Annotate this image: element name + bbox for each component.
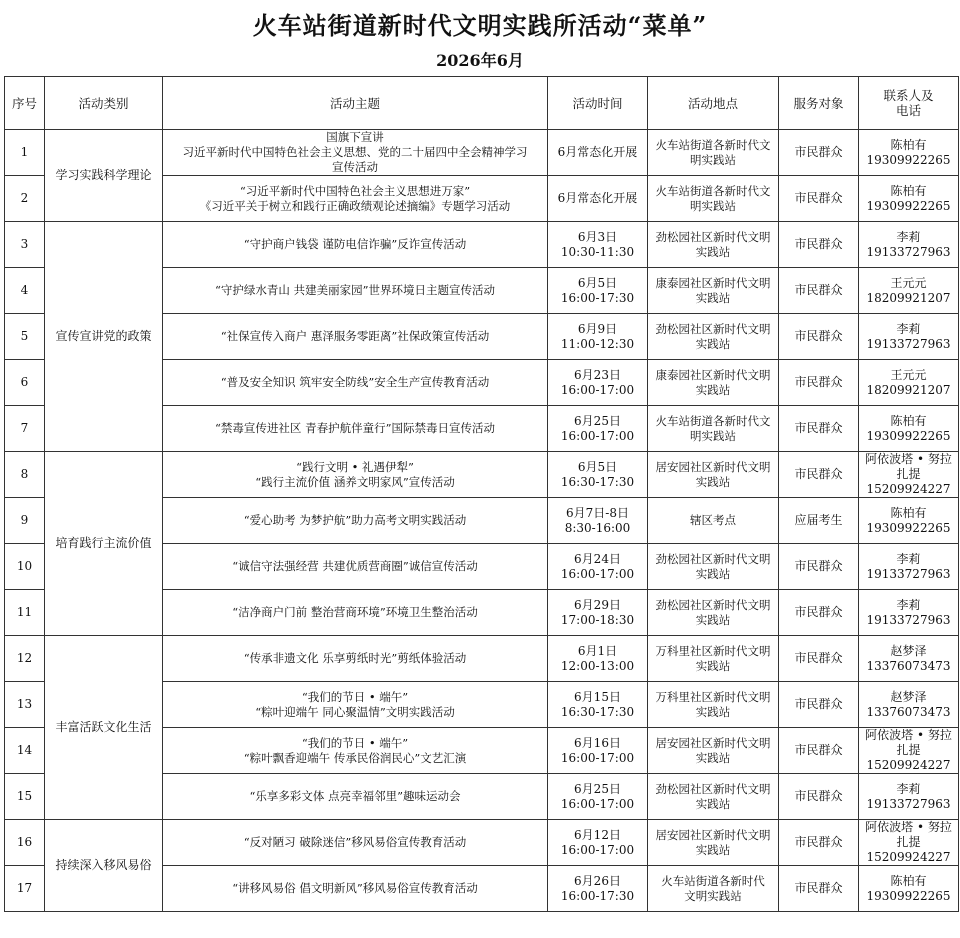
contact-info: 赵梦泽 13376073473 — [859, 636, 959, 682]
row-number: 13 — [5, 682, 45, 728]
service-target: 市民群众 — [779, 544, 859, 590]
row-number: 3 — [5, 222, 45, 268]
activity-topic: “我们的节日 • 端午” “粽叶飘香迎端午 传承民俗润民心”文艺汇演 — [163, 728, 548, 774]
activity-topic: “传承非遗文化 乐享剪纸时光”剪纸体验活动 — [163, 636, 548, 682]
activity-category: 持续深入移风易俗 — [45, 820, 163, 912]
contact-info: 李莉 19133727963 — [859, 774, 959, 820]
contact-info: 阿依波塔 • 努拉 扎提 15209924227 — [859, 452, 959, 498]
activity-location: 辖区考点 — [648, 498, 779, 544]
activity-time: 6月5日 16:00-17:30 — [548, 268, 648, 314]
row-number: 7 — [5, 406, 45, 452]
contact-info: 王元元 18209921207 — [859, 360, 959, 406]
service-target: 市民群众 — [779, 268, 859, 314]
activity-category: 培育践行主流价值 — [45, 452, 163, 636]
service-target: 市民群众 — [779, 360, 859, 406]
activity-time: 6月25日 16:00-17:00 — [548, 774, 648, 820]
service-target: 市民群众 — [779, 452, 859, 498]
activity-location: 居安园社区新时代文明 实践站 — [648, 452, 779, 498]
activity-time: 6月25日 16:00-17:00 — [548, 406, 648, 452]
activity-topic: “守护商户钱袋 谨防电信诈骗”反诈宣传活动 — [163, 222, 548, 268]
activity-topic: “乐享多彩文体 点亮幸福邻里”趣味运动会 — [163, 774, 548, 820]
table-row — [5, 452, 959, 498]
row-number: 1 — [5, 130, 45, 176]
activity-topic: “我们的节日 • 端午” “粽叶迎端午 同心聚温情”文明实践活动 — [163, 682, 548, 728]
activity-topic: “禁毒宣传进社区 青春护航伴童行”国际禁毒日宣传活动 — [163, 406, 548, 452]
service-target: 应届考生 — [779, 498, 859, 544]
row-number: 2 — [5, 176, 45, 222]
activity-topic: “践行文明 • 礼遇伊犁” “践行主流价值 涵养文明家风”宣传活动 — [163, 452, 548, 498]
service-target: 市民群众 — [779, 406, 859, 452]
activity-category: 宣传宣讲党的政策 — [45, 222, 163, 452]
activity-topic: “诚信守法强经营 共建优质营商圈”诚信宣传活动 — [163, 544, 548, 590]
header-target: 服务对象 — [779, 77, 859, 130]
activity-time: 6月26日 16:00-17:30 — [548, 866, 648, 912]
row-number: 4 — [5, 268, 45, 314]
activity-location: 火车站街道各新时代 文明实践站 — [648, 866, 779, 912]
contact-info: 李莉 19133727963 — [859, 314, 959, 360]
activity-location: 劲松园社区新时代文明 实践站 — [648, 544, 779, 590]
table-row — [5, 636, 959, 682]
row-number: 6 — [5, 360, 45, 406]
activity-time: 6月1日 12:00-13:00 — [548, 636, 648, 682]
activity-time: 6月常态化开展 — [548, 130, 648, 176]
table-row — [5, 130, 959, 176]
activity-topic: “普及安全知识 筑牢安全防线”安全生产宣传教育活动 — [163, 360, 548, 406]
activity-location: 康泰园社区新时代文明 实践站 — [648, 268, 779, 314]
header-category: 活动类别 — [45, 77, 163, 130]
activity-topic: “社保宣传入商户 惠泽服务零距离”社保政策宣传活动 — [163, 314, 548, 360]
service-target: 市民群众 — [779, 774, 859, 820]
row-number: 11 — [5, 590, 45, 636]
contact-info: 陈柏有 19309922265 — [859, 498, 959, 544]
activity-location: 万科里社区新时代文明 实践站 — [648, 636, 779, 682]
row-number: 5 — [5, 314, 45, 360]
row-number: 14 — [5, 728, 45, 774]
service-target: 市民群众 — [779, 222, 859, 268]
activity-location: 劲松园社区新时代文明 实践站 — [648, 774, 779, 820]
contact-info: 李莉 19133727963 — [859, 544, 959, 590]
service-target: 市民群众 — [779, 636, 859, 682]
activity-category: 学习实践科学理论 — [45, 130, 163, 222]
activity-location: 万科里社区新时代文明 实践站 — [648, 682, 779, 728]
activity-location: 火车站街道各新时代文 明实践站 — [648, 130, 779, 176]
contact-info: 陈柏有 19309922265 — [859, 176, 959, 222]
activity-location: 康泰园社区新时代文明 实践站 — [648, 360, 779, 406]
row-number: 9 — [5, 498, 45, 544]
row-number: 8 — [5, 452, 45, 498]
contact-info: 陈柏有 19309922265 — [859, 866, 959, 912]
activity-time: 6月9日 11:00-12:30 — [548, 314, 648, 360]
service-target: 市民群众 — [779, 682, 859, 728]
activity-location: 居安园社区新时代文明 实践站 — [648, 728, 779, 774]
header-location: 活动地点 — [648, 77, 779, 130]
page-subtitle: 2026年6月 — [436, 51, 524, 70]
row-number: 10 — [5, 544, 45, 590]
activity-topic: “讲移风易俗 倡文明新风”移风易俗宣传教育活动 — [163, 866, 548, 912]
header-no: 序号 — [5, 77, 45, 130]
service-target: 市民群众 — [779, 820, 859, 866]
service-target: 市民群众 — [779, 590, 859, 636]
activity-time: 6月5日 16:30-17:30 — [548, 452, 648, 498]
activity-topic: “反对陋习 破除迷信”移风易俗宣传教育活动 — [163, 820, 548, 866]
contact-info: 阿依波塔 • 努拉 扎提 15209924227 — [859, 820, 959, 866]
service-target: 市民群众 — [779, 130, 859, 176]
row-number: 17 — [5, 866, 45, 912]
activity-table — [4, 76, 959, 912]
table-header-row — [5, 77, 959, 130]
activity-time: 6月23日 16:00-17:00 — [548, 360, 648, 406]
table-row — [5, 820, 959, 866]
activity-time: 6月29日 17:00-18:30 — [548, 590, 648, 636]
activity-location: 劲松园社区新时代文明 实践站 — [648, 314, 779, 360]
activity-time: 6月15日 16:30-17:30 — [548, 682, 648, 728]
activity-topic: “爱心助考 为梦护航”助力高考文明实践活动 — [163, 498, 548, 544]
activity-topic: 国旗下宣讲 习近平新时代中国特色社会主义思想、党的二十届四中全会精神学习 宣传活动 — [163, 130, 548, 176]
service-target: 市民群众 — [779, 728, 859, 774]
activity-time: 6月12日 16:00-17:00 — [548, 820, 648, 866]
activity-category: 丰富活跃文化生活 — [45, 636, 163, 820]
activity-time: 6月24日 16:00-17:00 — [548, 544, 648, 590]
activity-topic: “习近平新时代中国特色社会主义思想进万家” 《习近平关于树立和践行正确政绩观论述摘编》专题学习活动 — [163, 176, 548, 222]
activity-topic: “守护绿水青山 共建美丽家园”世界环境日主题宣传活动 — [163, 268, 548, 314]
contact-info: 王元元 18209921207 — [859, 268, 959, 314]
service-target: 市民群众 — [779, 866, 859, 912]
activity-location: 居安园社区新时代文明 实践站 — [648, 820, 779, 866]
contact-info: 阿依波塔 • 努拉 扎提 15209924227 — [859, 728, 959, 774]
contact-info: 李莉 19133727963 — [859, 590, 959, 636]
activity-location: 劲松园社区新时代文明 实践站 — [648, 590, 779, 636]
contact-info: 陈柏有 19309922265 — [859, 406, 959, 452]
activity-location: 火车站街道各新时代文 明实践站 — [648, 176, 779, 222]
row-number: 16 — [5, 820, 45, 866]
activity-location: 火车站街道各新时代文 明实践站 — [648, 406, 779, 452]
contact-info: 李莉 19133727963 — [859, 222, 959, 268]
service-target: 市民群众 — [779, 176, 859, 222]
activity-topic: “洁净商户门前 整治营商环境”环境卫生整治活动 — [163, 590, 548, 636]
table-row — [5, 222, 959, 268]
activity-time: 6月16日 16:00-17:00 — [548, 728, 648, 774]
activity-time: 6月常态化开展 — [548, 176, 648, 222]
activity-time: 6月3日 10:30-11:30 — [548, 222, 648, 268]
service-target: 市民群众 — [779, 314, 859, 360]
header-topic: 活动主题 — [163, 77, 548, 130]
activity-time: 6月7日-8日 8:30-16:00 — [548, 498, 648, 544]
row-number: 12 — [5, 636, 45, 682]
header-contact: 联系人及 电话 — [859, 77, 959, 130]
contact-info: 赵梦泽 13376073473 — [859, 682, 959, 728]
activity-location: 劲松园社区新时代文明 实践站 — [648, 222, 779, 268]
page-title: 火车站街道新时代文明实践所活动“菜单” — [252, 11, 708, 40]
header-time: 活动时间 — [548, 77, 648, 130]
row-number: 15 — [5, 774, 45, 820]
contact-info: 陈柏有 19309922265 — [859, 130, 959, 176]
